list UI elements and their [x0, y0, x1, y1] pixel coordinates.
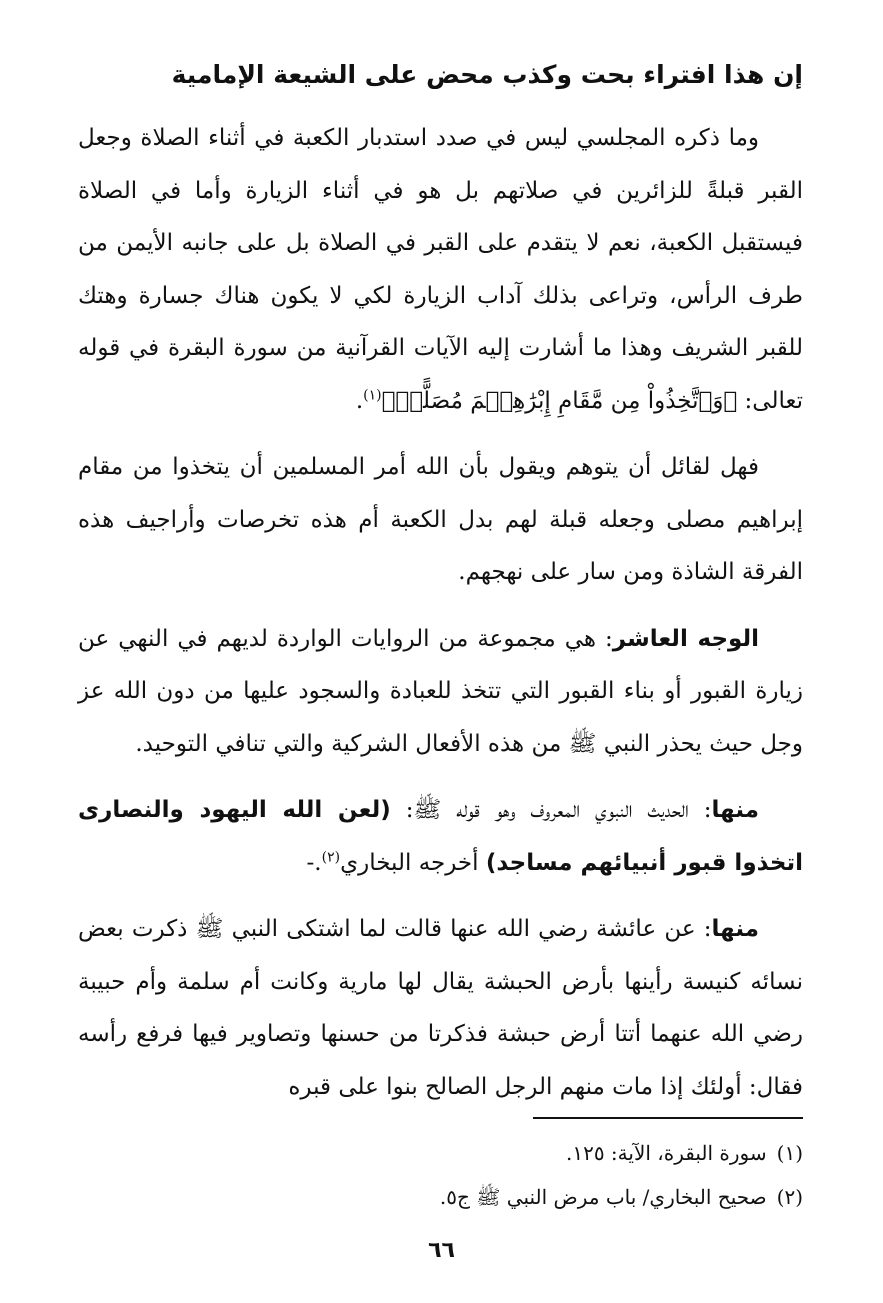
paragraph-5-text: : عن عائشة رضي الله عنها قالت لما اشتكى النبي ﷺ ذكرت بعض نسائه كنيسة رأينها بأرض الحبشة يقال لها مارية وكانت أم سلمة وأم حبيبة رضي الله عنهما أتتا أرض حبشة فذكرتا من حسنها وتصاوير فيها فرفع رأسه فقال: أولئك إذا مات منهم الرجل الصالح بنوا على قبره — [78, 916, 803, 1100]
paragraph-4-after: أخرجه البخاري — [340, 849, 486, 876]
paragraph-2 — [78, 441, 803, 599]
paragraph-1-tail: . — [355, 387, 364, 414]
paragraph-5 — [78, 903, 803, 1113]
running-header: إن هذا افتراء بحت وكذب محض على الشيعة الإمامية — [171, 60, 803, 89]
footnote-divider — [533, 1117, 803, 1119]
footnote-2 — [78, 1175, 803, 1219]
paragraph-3-text: : هي مجموعة من الروايات الواردة لديهم في النهي عن زيارة القبور أو بناء القبور التي تتخذ للعبادة والسجود عليها من دون الله عز وجل حيث يحذر النبي ﷺ من هذه الأفعال الشركية والتي تنافي التوحيد. — [78, 625, 803, 757]
paragraph-4 — [78, 784, 803, 889]
paragraph-4-lead: منها — [711, 797, 759, 823]
page-body — [78, 50, 803, 1303]
paragraph-5-lead: منها — [711, 916, 759, 942]
footnote-1-text: سورة البقرة، الآية: ١٢٥. — [565, 1141, 767, 1165]
paragraph-2-text: فهل لقائل أن يتوهم ويقول بأن الله أمر المسلمين أن يتخذوا من مقام إبراهيم مصلى وجعله قبلة لهم بدل الكعبة أم هذه تخرصات وأراجيف هذه الفرقة الشاذة ومن سار على نهجهم. — [78, 454, 803, 585]
paragraph-1 — [78, 112, 803, 427]
footnote-2-text: صحيح البخاري/ باب مرض النبي ﷺ ج٥. — [439, 1185, 767, 1209]
paragraph-4-text: : الحديث النبوي المعروف وهو قوله ﷺ: — [390, 797, 712, 823]
footnotes — [78, 1131, 803, 1219]
paragraph-3-lead: الوجه العاشر — [612, 625, 759, 652]
paragraph-3 — [78, 613, 803, 771]
footnote-1-number: (١) — [776, 1141, 803, 1165]
footnote-2-number: (٢) — [776, 1185, 803, 1209]
hadith-quote: (لعن الله اليهود والنصارى اتخذوا قبور أنبيائهم مساجد) — [78, 797, 803, 876]
footnote-1 — [78, 1131, 803, 1175]
page-number: ٦٦ — [428, 1238, 455, 1263]
quran-verse: ﴿وَٱتَّخِذُواْ مِن مَّقَامِ إِبْرَٰهِـۧمَ مُصَلًّىۖ﴾ — [381, 387, 738, 414]
paragraph-4-tail: .- — [306, 849, 322, 876]
paragraph-1-text: وما ذكره المجلسي ليس في صدد استدبار الكعبة في أثناء الصلاة وجعل القبر قبلةً للزائرين في صلاتهم بل هو في أثناء الزيارة وأما في الصلاة فيستقبل الكعبة، نعم لا يتقدم على القبر في الصلاة بل على جانبه الأيمن من طرف الرأس، وتراعى بذلك آداب الزيارة لكي لا يكون هناك جسارة وهتك للقبر الشريف وهذا ما أشارت إليه الآيات القرآنية من سورة البقرة في قوله تعالى: — [78, 125, 803, 414]
footnote-ref-1[interactable]: (١) — [363, 386, 382, 403]
footnote-ref-2[interactable]: (٢) — [321, 848, 341, 865]
